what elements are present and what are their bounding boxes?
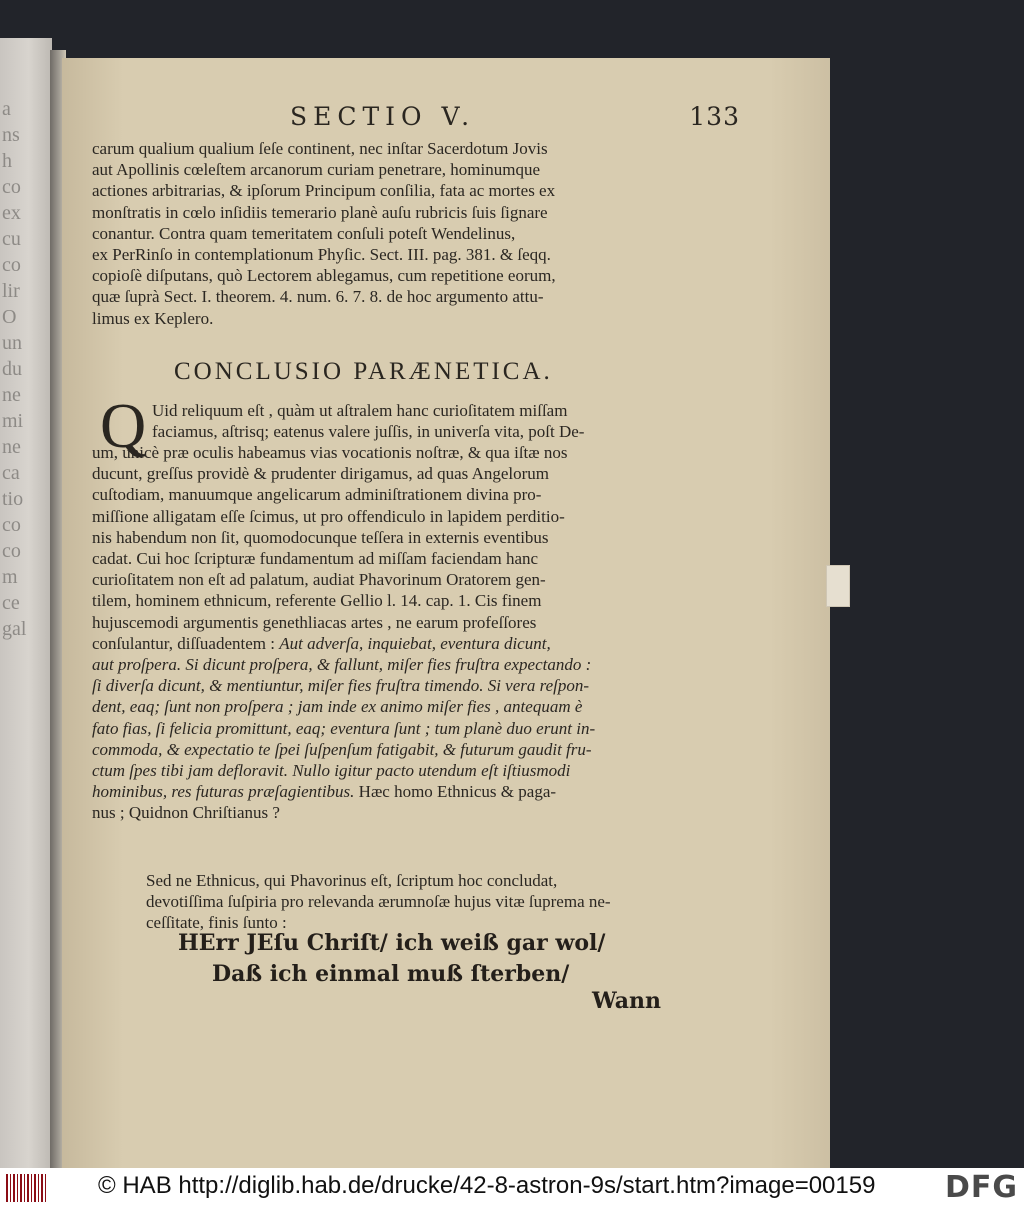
dfg-logo: DFG — [944, 1170, 1018, 1205]
drop-cap: Q — [100, 390, 147, 461]
text-line: ceſſitate, finis ſunto : — [146, 913, 287, 933]
quote-last: hominibus, res futuras præſagientibus. — [92, 782, 355, 802]
running-header — [290, 102, 740, 131]
text-line: carum qualium qualium ſeſe continent, nec inſtar Sacerdotum Jovis — [92, 139, 548, 158]
previous-page-fragment: un — [2, 332, 22, 354]
text-line: cadat. Cui hoc ſcripturæ fundamentum ad miſſam faciendam hanc — [92, 549, 539, 569]
text-line: Uid reliquum eſt , quàm ut aſtralem hanc curioſitatem miſſam — [152, 401, 568, 420]
previous-page-fragment: gal — [2, 618, 27, 640]
previous-page-fragment: ne — [2, 384, 21, 406]
text-line — [92, 633, 732, 654]
previous-page-fragment: h — [2, 150, 12, 172]
text-line: Sed ne Ethnicus, qui Phavorinus eſt, ſcriptum hoc concludat, — [146, 871, 558, 890]
text-line: ctum ſpes tibi jam defloravit. Nullo igitur pacto utendum eſt iſtiusmodi — [92, 761, 571, 781]
paragraph-3 — [146, 870, 732, 934]
quote-intro: conſulantur, diſſuadentem : — [92, 633, 275, 653]
text-line: ex PerRinſo in contemplationum Phyſic. Sect. III. pag. 381. & ſeqq. — [92, 245, 551, 265]
text-line: um, unicè præ oculis habeamus vias vocationis noſtræ, & qua iſtæ nos — [92, 443, 568, 462]
previous-page-fragment: O — [2, 306, 17, 328]
text-line: miſſione alligatam eſſe ſcimus, ut pro offendiculo in lapidem perditio- — [92, 506, 565, 526]
text-line: fato fias, ſi felicia promittunt, eaq; eventura ſunt ; tum planè duo erunt in- — [92, 718, 596, 738]
previous-page-fragment: ce — [2, 592, 20, 614]
page-number: 133 — [689, 102, 740, 131]
paragraph-1 — [92, 138, 732, 329]
quote-start: Aut adverſa, inquiebat, eventura dicunt, — [279, 633, 551, 653]
previous-page-fragment: lir — [2, 280, 20, 302]
text-line: aut Apollinis cœleſtem arcanorum curiam penetrare, hominumque — [92, 160, 540, 180]
previous-page-fragment: du — [2, 358, 22, 380]
catchword: Wann — [592, 988, 662, 1014]
text-line: nis habendum non ſit, quomodocunque teſſera in externis eventibus — [92, 527, 549, 547]
previous-page-fragment: a — [2, 98, 11, 120]
credit-link[interactable]: © HAB http://diglib.hab.de/drucke/42-8-astron-9s/start.htm?image=00159 — [98, 1172, 876, 1199]
quote-tail: Hæc homo Ethnicus & paga- — [358, 782, 557, 802]
text-line: faciamus, aſtrisq; eatenus valere juſſis, in univerſa vita, poſt De- — [152, 422, 585, 442]
text-line: ducunt, greſſus providè & prudenter dirigamus, ad quas Angelorum — [92, 464, 550, 484]
quote-end: nus ; Quidnon Chriſtianus ? — [92, 803, 280, 823]
footer-bar — [0, 1168, 1024, 1207]
text-line: hujuscemodi argumentis genethliacas artes , ne earum profeſſores — [92, 612, 537, 632]
text-line: commoda, & expectatio te ſpei ſuſpenſum fatigabit, & futurum gaudit fru- — [92, 739, 592, 759]
page-tab-marker — [826, 565, 850, 607]
text-line: curioſitatem non eſt ad palatum, audiat Phavorinum Oratorem gen- — [92, 570, 546, 590]
text-line: actiones arbitrarias, & ipſorum Principum conſilia, fata ac mortes ex — [92, 181, 556, 201]
text-line: aut proſpera. Si dicunt proſpera, & fallunt, miſer fies fruſtra expectando : — [92, 655, 592, 675]
previous-page-fragment: cu — [2, 228, 21, 250]
previous-page-fragment: ns — [2, 124, 20, 146]
text-line: copioſè diſputans, quò Lectorem ablegamus, cum repetitione eorum, — [92, 266, 556, 286]
previous-page-edge — [0, 38, 52, 1168]
previous-page-fragment: co — [2, 540, 21, 562]
running-header-title: SECTIO V. — [290, 102, 476, 131]
book-page — [62, 58, 830, 1168]
previous-page-fragment: ne — [2, 436, 21, 458]
verse-line-2: Daß ich einmal muß ſterben/ — [212, 961, 570, 987]
text-line: dent, eaq; ſunt non proſpera ; jam inde ex animo miſer fies , antequam è — [92, 697, 583, 717]
paragraph-2-dropcap-lines — [152, 400, 734, 442]
previous-page-fragment: co — [2, 514, 21, 536]
hab-logo-icon — [6, 1174, 46, 1202]
text-line: quæ ſuprà Sect. I. theorem. 4. num. 6. 7. 8. de hoc argumento attu- — [92, 287, 544, 307]
verse-line-1: HErr JEſu Chriſt/ ich weiß gar wol/ — [178, 930, 606, 956]
paragraph-2 — [92, 442, 732, 824]
previous-page-fragment: tio — [2, 488, 24, 510]
text-line: conantur. Contra quam temeritatem conſuli poteſt Wendelinus, — [92, 223, 516, 243]
previous-page-fragment: m — [2, 566, 18, 588]
text-line: devotiſſima ſuſpiria pro relevanda ærumnoſæ hujus vitæ ſuprema ne- — [146, 892, 611, 912]
text-line — [92, 781, 732, 802]
previous-page-fragment: mi — [2, 410, 24, 432]
previous-page-fragment: co — [2, 254, 21, 276]
previous-page-fragment: co — [2, 176, 21, 198]
text-line: ſi diverſa dicunt, & mentiuntur, miſer fies fruſtra timendo. Si vera reſpon- — [92, 676, 590, 696]
text-line: monſtratis in cœlo inſidiis temerario planè auſu rubricis ſuis ſignare — [92, 202, 548, 222]
text-line: limus ex Keplero. — [92, 308, 214, 328]
previous-page-fragment: ca — [2, 462, 20, 484]
previous-page-fragment: ex — [2, 202, 21, 224]
section-heading: CONCLUSIO PARÆNETICA. — [174, 358, 553, 385]
text-line: cuſtodiam, manuumque angelicarum adminiſtrationem divina pro- — [92, 485, 542, 505]
text-line: tilem, hominem ethnicum, referente Gellio l. 14. cap. 1. Cis finem — [92, 591, 542, 611]
